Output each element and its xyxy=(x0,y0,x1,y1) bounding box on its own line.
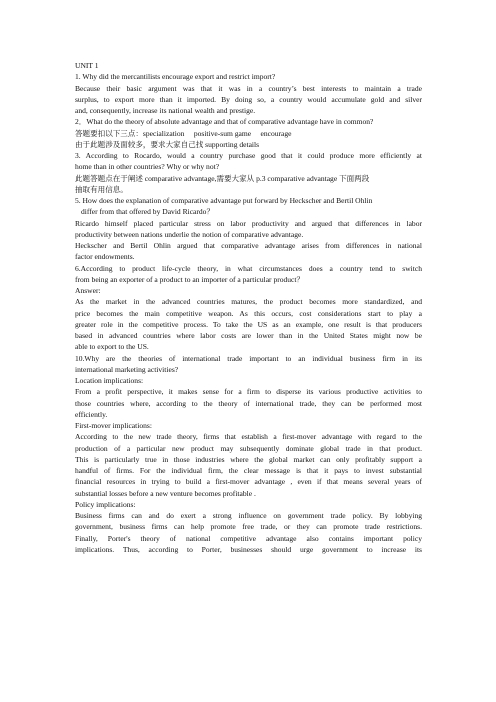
text-line: those countries where, according to the theory of international trade, they can be performed most xyxy=(75,398,422,408)
unit-heading: UNIT 1 xyxy=(75,61,99,70)
text-line: Because their basic argument was that it was in a country’s best interests to maintain a trade xyxy=(75,83,422,93)
text-line: implications. Thus, according to Porter, businesses should urge government to increase its xyxy=(75,544,422,554)
text-line: from being an exporter of a product to an importer of a particular product？ xyxy=(75,274,305,284)
text-line: price becomes the main competitive weapon. As this occurs, cost considerations start to play a xyxy=(75,308,422,318)
text-line: government, business firms can help promote free trade, or they can promote trade restrictions. xyxy=(75,522,422,532)
text-line: As the market in the advanced countries matures, the product becomes more standardized, and xyxy=(75,297,422,307)
text-line: and, consequently, increase its national wealth and prestige. xyxy=(75,106,256,115)
text-line: Policy implications: xyxy=(75,499,136,509)
text-line: 6.According to product life-cycle theory, in what circumstances does a country tend to switch xyxy=(75,263,422,273)
text-line: 此题答题点在于阐述 comparative advantage,需要大家从 p.3 comparative advantage 下面两段 xyxy=(75,173,370,183)
text-line: financial resources in trying to build a first-mover advantage , even if that means several years of xyxy=(75,477,422,487)
text-line: handful of firms. For the individual firm, the clear message is that it pays to invest substantial xyxy=(75,466,422,475)
text-line: Finally, Porter's theory of national competitive advantage also contains important policy xyxy=(75,533,422,543)
text-line: 2．What do the theory of absolute advantage and that of comparative advantage have in common? xyxy=(75,117,374,127)
text-line: Ricardo himself placed particular stress on labor productivity and argued that differences in labor xyxy=(75,218,422,228)
text-line: Location implications: xyxy=(75,376,144,385)
text-line: From a profit perspective, it makes sense for a firm to disperse its various productive activities to xyxy=(75,387,422,397)
text-line: efficiently. xyxy=(75,409,108,419)
text-line: First-mover implications: xyxy=(75,421,152,430)
text-line: productivity between nations underlie the notion of comparative advantage. xyxy=(75,229,304,239)
text-line: able to export to the US. xyxy=(75,342,149,352)
text-line: substantial losses before a new venture becomes profitable . xyxy=(75,488,256,498)
text-line: 1. Why did the mercantilists encourage export and restrict import? xyxy=(75,72,276,82)
text-line: differ from that offered by David Ricardo？ xyxy=(81,207,215,217)
text-line: Answer: xyxy=(75,286,101,295)
document-body xyxy=(75,60,422,555)
text-line: According to the new trade theory, firms that establish a first-mover advantage with regard to the xyxy=(75,432,422,442)
text-line: This is particularly true in those industries where the global market can only profitably support a xyxy=(75,454,422,464)
text-line: 答题要扣以下三点：specialization positive-sum game encourage xyxy=(75,128,292,138)
text-line: 由于此题涉及面较多，要求大家自己找 supporting details xyxy=(75,139,260,149)
text-line: factor endowments. xyxy=(75,252,135,262)
text-line: 5. How does the explanation of comparative advantage put forward by Heckscher and Bertil Ohlin xyxy=(75,196,373,205)
text-line: Business firms can and do exert a strong influence on government trade policy. By lobbying xyxy=(75,511,422,520)
text-line: 3. According to Rocardo, would a country purchase good that it could produce more efficiently at xyxy=(75,151,422,160)
text-line: home than in other countries? Why or why not? xyxy=(75,162,220,172)
text-line: production of a particular new product may subsequently dominate global trade in that product. xyxy=(75,443,422,453)
text-line: Heckscher and Bertil Ohlin argued that comparative advantage arises from differences in national xyxy=(75,241,422,250)
text-line: greater role in the competitive process. To take the US as an example, one result is that producers xyxy=(75,319,422,329)
text-line: 10.Why are the theories of international trade important to an individual business firm in its xyxy=(75,353,422,363)
text-line: surplus, to export more than it imported. By doing so, a country would accumulate gold and silver xyxy=(75,94,422,104)
text-line: 抽取有用信息。 xyxy=(75,184,128,194)
text-line: based in advanced countries where labor costs are lower than in the United States might now be xyxy=(75,331,422,340)
text-line: international marketing activities? xyxy=(75,364,179,374)
text-lines xyxy=(75,71,422,555)
